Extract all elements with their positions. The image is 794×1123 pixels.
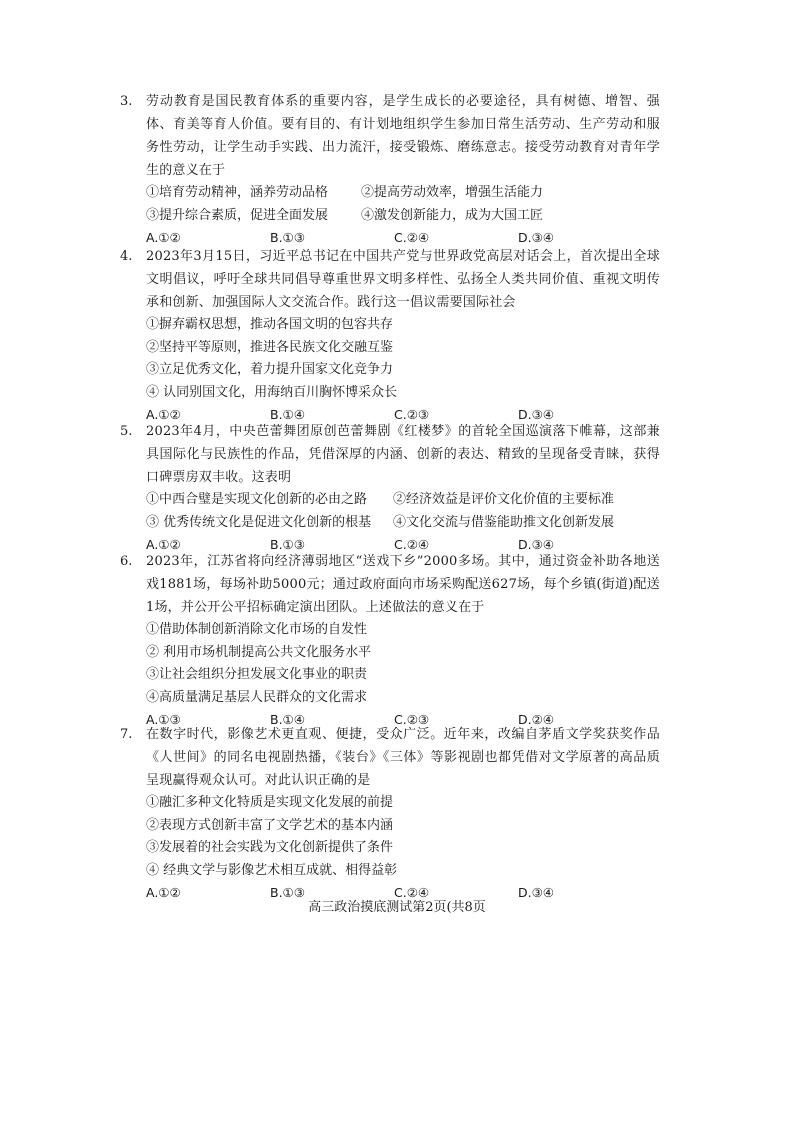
page-footer: 高三政治摸底测试第2页(共8页 xyxy=(308,900,486,915)
statement-2: ②表现方式创新丰富了文学艺术的基本内涵 xyxy=(146,817,394,833)
choice-a: A.①③ xyxy=(146,712,181,727)
statement-3: ③提升综合素质，促进全面发展 xyxy=(146,207,329,223)
statement-2: ② 利用市场机制提高公共文化服务水平 xyxy=(146,644,372,660)
statement-3: ③让社会组织分担发展文化事业的职责 xyxy=(146,667,368,682)
statement-2: ②经济效益是评价文化价值的主要标准 xyxy=(393,492,615,507)
question-number: 3. xyxy=(120,94,133,109)
statement-1: ①借助体制创新消除文化市场的自发性 xyxy=(146,622,368,637)
question-4 xyxy=(120,245,660,427)
choice-a: A.①② xyxy=(146,537,181,552)
choice-c: C.②③ xyxy=(394,712,430,727)
question-number: 7. xyxy=(120,727,133,742)
choice-a: A.①② xyxy=(146,885,181,900)
choice-b: B.①③ xyxy=(270,885,305,900)
question-stem: 2023年3月15日，习近平总书记在中国共产党与世界政党高层对话会上，首次提出全球文明倡议，呼吁全球共同倡导尊重世界文明多样性、弘扬全人类共同价值、重视文明传承和创新、加强国际人文交流合作。践行这一倡议需要国际社会 xyxy=(146,249,660,310)
statement-2: ②提高劳动效率，增强生活能力 xyxy=(361,185,544,200)
choice-b: B.①④ xyxy=(270,712,305,727)
choice-b: B.①③ xyxy=(270,537,305,552)
choice-c: C.②④ xyxy=(394,885,430,900)
question-6 xyxy=(120,550,660,732)
choice-d: D.②④ xyxy=(518,712,555,727)
statement-4: ④文化交流与借鉴能助推文化创新发展 xyxy=(393,514,615,530)
statement-1: ①摒弃霸权思想，推动各国文明的包容共存 xyxy=(146,317,394,332)
choice-c: C.②④ xyxy=(394,230,430,245)
choice-b: B.①④ xyxy=(270,407,305,422)
statement-row xyxy=(146,205,660,228)
statement-row xyxy=(146,489,660,512)
question-stem: 劳动教育是国民教育体系的重要内容，是学生成长的必要途径，具有树德、增智、强体、育美等育人价值。要有目的、有计划地组织学生参加日常生活劳动、生产劳动和服务性劳动，让学生动手实践、出力流汗，接受锻炼、磨练意志。接受劳动教育对青年学生的意义在于 xyxy=(146,94,660,178)
question-3 xyxy=(120,90,660,250)
question-7 xyxy=(120,723,660,905)
choice-d: D.③④ xyxy=(518,537,555,552)
question-number: 5. xyxy=(120,424,133,439)
question-stem: 2023年，江苏省将向经济薄弱地区“送戏下乡”2000多场。其中，通过资金补助各地送戏1881场，每场补助5000元；通过政府面向市场采购配送627场，每个乡镇(街道)配送1场，并公开公平招标确定演出团队。上述做法的意义在于 xyxy=(146,554,660,615)
statement-1: ①培育劳动精神，涵养劳动品格 xyxy=(146,185,329,200)
statement-3: ③ 优秀传统文化是促进文化创新的根基 xyxy=(146,514,372,530)
statement-row xyxy=(146,182,660,205)
question-5 xyxy=(120,420,660,557)
choice-d: D.③④ xyxy=(518,407,555,422)
question-number: 6. xyxy=(120,554,133,569)
question-stem: 在数字时代，影像艺术更直观、便捷，受众广泛。近年来，改编自茅盾文学奖获奖作品《人世间》的同名电视剧热播，《装台》《三体》等影视剧也都凭借对文学原著的高品质呈现赢得观众认可。对此认识正确的是 xyxy=(146,727,660,788)
choice-c: C.②③ xyxy=(394,407,430,422)
choice-d: D.③④ xyxy=(518,885,555,900)
statement-3: ③立足优秀文化，着力提升国家文化竞争力 xyxy=(146,362,394,377)
statement-3: ③发展着的社会实践为文化创新提供了条件 xyxy=(146,840,394,855)
statement-2: ②坚持平等原则，推进各民族文化交融互鉴 xyxy=(146,339,394,355)
question-stem: 2023年4月，中央芭蕾舞团原创芭蕾舞剧《红楼梦》的首轮全国巡演落下帷幕，这部兼具国际化与民族性的作品，凭借深厚的内涵、创新的表达、精致的呈现备受青睐，获得口碑票房双丰收。这表明 xyxy=(146,424,660,485)
statement-row xyxy=(146,512,660,535)
statement-1: ①融汇多种文化特质是实现文化发展的前提 xyxy=(146,795,394,810)
choice-a: A.①② xyxy=(146,407,181,422)
choice-b: B.①③ xyxy=(270,230,305,245)
choice-a: A.①② xyxy=(146,230,181,245)
statement-4: ④ 认同别国文化，用海纳百川胸怀博采众长 xyxy=(146,384,398,400)
statement-4: ④激发创新能力，成为大国工匠 xyxy=(361,207,544,223)
statement-1: ①中西合璧是实现文化创新的必由之路 xyxy=(146,492,368,507)
statement-4: ④ 经典文学与影像艺术相互成就、相得益彰 xyxy=(146,862,398,878)
question-number: 4. xyxy=(120,249,133,264)
statement-4: ④高质量满足基层人民群众的文化需求 xyxy=(146,689,368,705)
choice-c: C.②④ xyxy=(394,537,430,552)
choice-d: D.③④ xyxy=(518,230,555,245)
